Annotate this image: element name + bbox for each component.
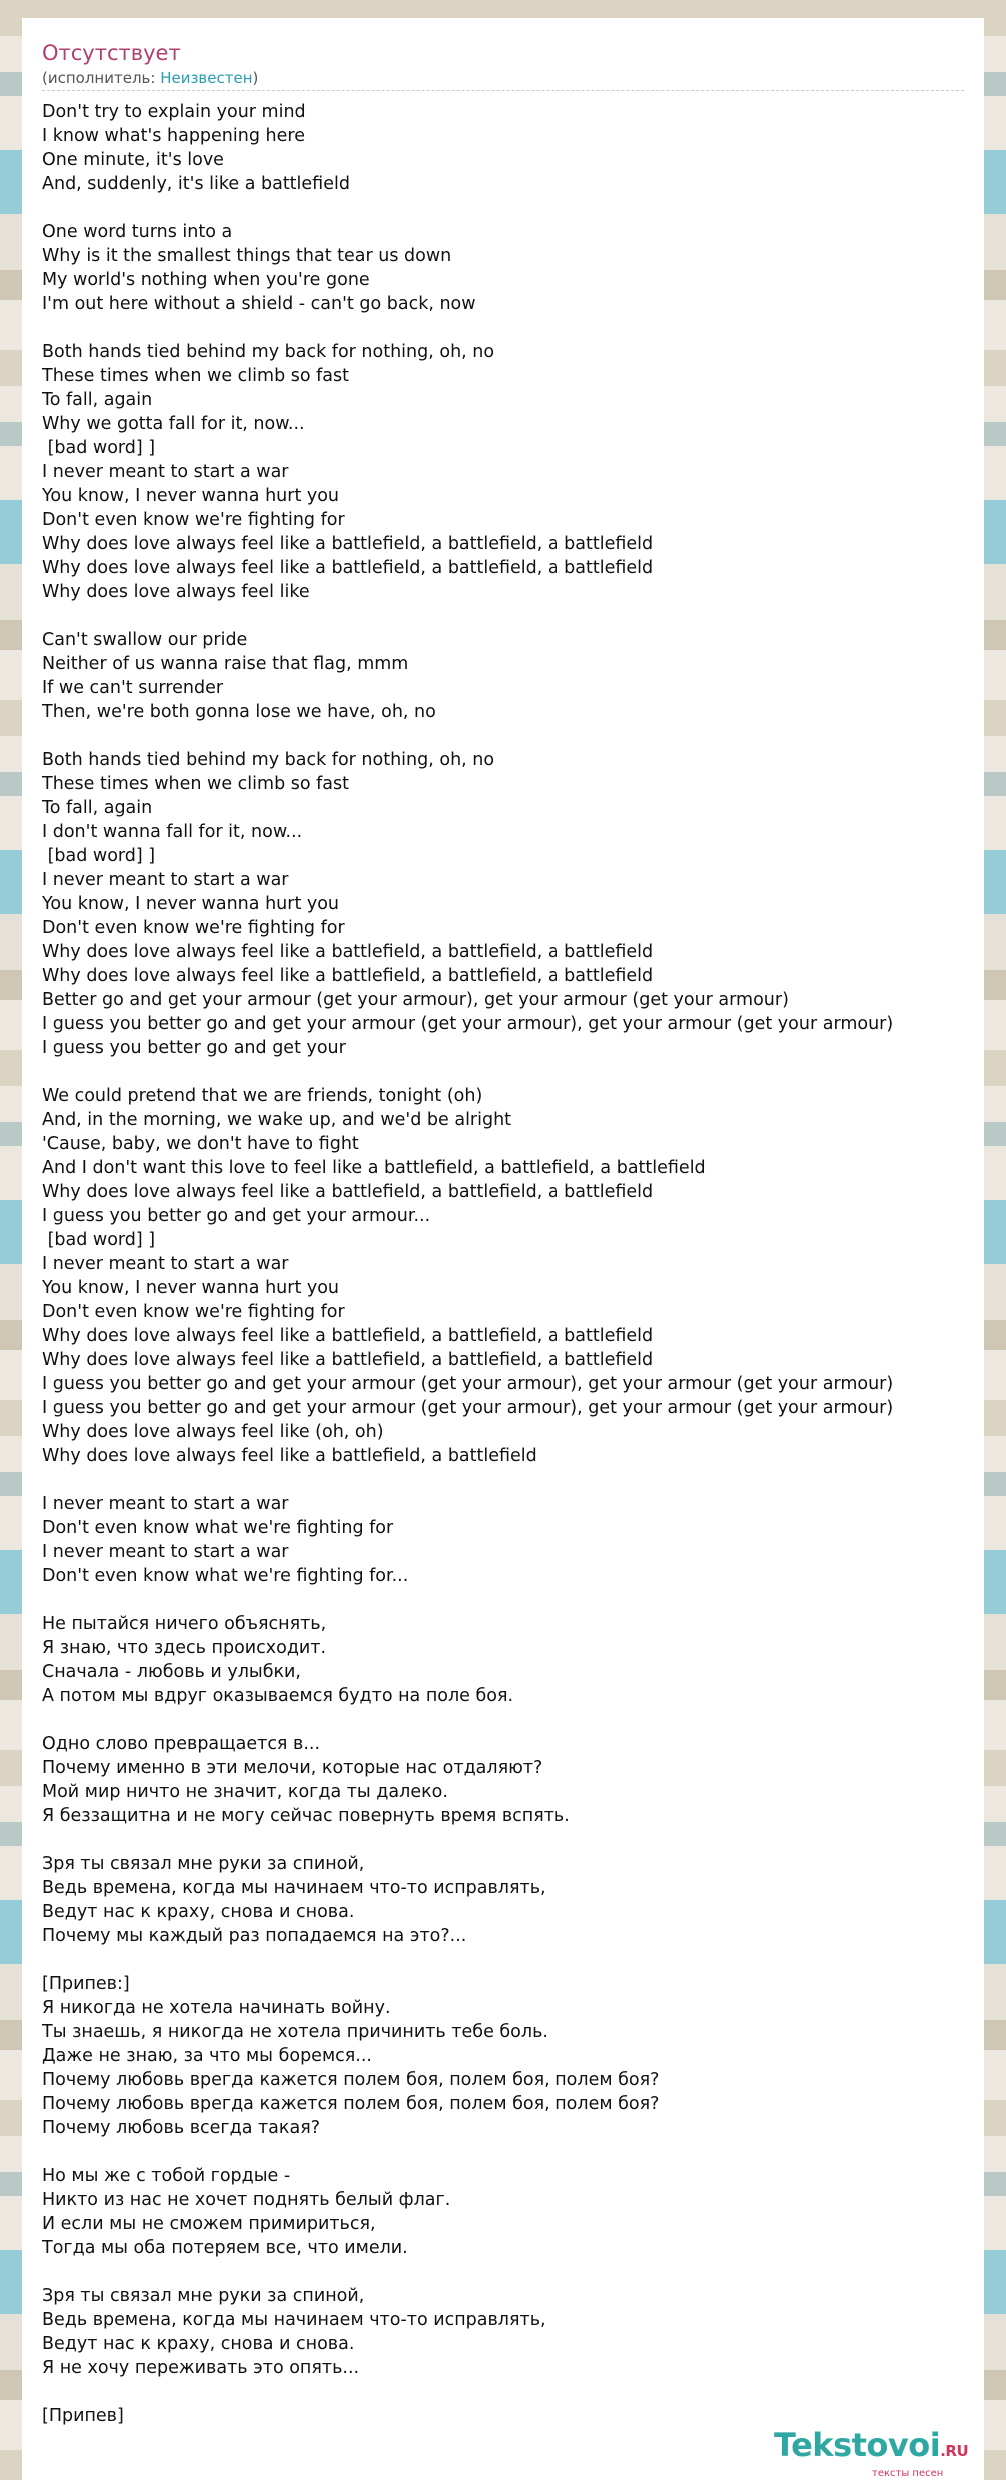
lyric-line: Ведь времена, когда мы начинаем что-то исправлять, xyxy=(42,1878,546,1898)
lyric-line: I guess you better go and get your armour (get your armour), get your armour (get your armour) xyxy=(42,1374,894,1394)
lyric-line: We could pretend that we are friends, tonight (oh) xyxy=(42,1086,483,1106)
lyric-line: I never meant to start a war xyxy=(42,462,289,482)
lyric-line: Зря ты связал мне руки за спиной, xyxy=(42,1854,365,1874)
lyric-line: I guess you better go and get your armour (get your armour), get your armour (get your armour) xyxy=(42,1014,894,1034)
lyric-line: Ведь времена, когда мы начинаем что-то исправлять, xyxy=(42,2310,546,2330)
artist-link[interactable]: Неизвестен xyxy=(160,69,253,87)
lyric-line: Тогда мы оба потеряем все, что имели. xyxy=(42,2238,408,2258)
lyric-line: Почему любовь врегда кажется полем боя, полем боя, полем боя? xyxy=(42,2094,660,2114)
lyric-line: Но мы же с тобой гордые - xyxy=(42,2166,291,2186)
lyric-line xyxy=(42,2380,984,2404)
artist-suffix: ) xyxy=(252,69,259,87)
lyric-line: Can't swallow our pride xyxy=(42,630,248,650)
lyric-line: I guess you better go and get your armour (get your armour), get your armour (get your armour) xyxy=(42,1398,894,1418)
lyric-line: Better go and get your armour (get your armour), get your armour (get your armour) xyxy=(42,990,789,1010)
lyric-line: Why does love always feel like (oh, oh) xyxy=(42,1422,384,1442)
lyric-line: А потом мы вдруг оказываемся будто на поле боя. xyxy=(42,1686,514,1706)
lyric-line: Both hands tied behind my back for nothing, oh, no xyxy=(42,750,495,770)
lyric-line: Why does love always feel like a battlefield, a battlefield, a battlefield xyxy=(42,966,654,986)
lyric-line: Не пытайся ничего объяснять, xyxy=(42,1614,327,1634)
lyric-line: One word turns into a xyxy=(42,222,233,242)
lyric-line: Why we gotta fall for it, now... xyxy=(42,414,305,434)
lyric-line: One minute, it's love xyxy=(42,150,224,170)
lyric-line: Why does love always feel like a battlefield, a battlefield, a battlefield xyxy=(42,1350,654,1370)
lyric-line: Сначала - любовь и улыбки, xyxy=(42,1662,301,1682)
lyric-line xyxy=(42,2260,984,2284)
lyric-line: Ты знаешь, я никогда не хотела причинить тебе боль. xyxy=(42,2022,548,2042)
logo-wordmark xyxy=(774,2428,974,2468)
lyric-line: Why does love always feel like a battlefield, a battlefield, a battlefield xyxy=(42,558,654,578)
lyric-line xyxy=(42,316,984,340)
lyric-line: You know, I never wanna hurt you xyxy=(42,1278,340,1298)
lyric-line: And, in the morning, we wake up, and we'd be alright xyxy=(42,1110,512,1130)
lyrics-card xyxy=(22,18,984,2480)
lyric-line: Why is it the smallest things that tear us down xyxy=(42,246,452,266)
lyric-line: Why does love always feel like a battlefield, a battlefield, a battlefield xyxy=(42,1326,654,1346)
lyric-line: Don't even know what we're fighting for xyxy=(42,1518,394,1538)
lyric-line: And, suddenly, it's like a battlefield xyxy=(42,174,350,194)
lyric-line: Почему любовь врегда кажется полем боя, полем боя, полем боя? xyxy=(42,2070,660,2090)
lyric-line: Мой мир ничто не значит, когда ты далеко. xyxy=(42,1782,448,1802)
lyric-line xyxy=(42,724,984,748)
lyric-line: Why does love always feel like a battlefield, a battlefield, a battlefield xyxy=(42,1182,654,1202)
lyric-line: To fall, again xyxy=(42,390,153,410)
lyric-line: I never meant to start a war xyxy=(42,1254,289,1274)
lyric-line: And I don't want this love to feel like a battlefield, a battlefield, a battlefield xyxy=(42,1158,706,1178)
artist-line xyxy=(42,68,258,88)
lyric-line xyxy=(42,1708,984,1732)
lyric-line: I never meant to start a war xyxy=(42,1494,289,1514)
lyric-line: I never meant to start a war xyxy=(42,1542,289,1562)
logo-tagline: тексты песен xyxy=(872,2468,944,2479)
lyric-line: Both hands tied behind my back for nothing, oh, no xyxy=(42,342,495,362)
lyric-line: I'm out here without a shield - can't go back, now xyxy=(42,294,476,314)
lyric-line: I guess you better go and get your xyxy=(42,1038,346,1058)
lyric-line: You know, I never wanna hurt you xyxy=(42,486,340,506)
lyric-line: My world's nothing when you're gone xyxy=(42,270,370,290)
lyric-line: Ведут нас к краху, снова и снова. xyxy=(42,1902,355,1922)
logo-name: Tekstovoi xyxy=(774,2426,941,2464)
lyric-line: These times when we climb so fast xyxy=(42,366,349,386)
lyric-line: И если мы не сможем примириться, xyxy=(42,2214,376,2234)
artist-prefix: (исполнитель: xyxy=(42,69,161,87)
lyric-line: Why does love always feel like a battlefield, a battlefield xyxy=(42,1446,537,1466)
lyric-line: Why does love always feel like xyxy=(42,582,310,602)
lyrics-text xyxy=(42,100,984,2428)
lyric-line: Don't even know we're fighting for xyxy=(42,918,345,938)
song-title: Отсутствует xyxy=(42,41,181,65)
lyric-line xyxy=(42,1588,984,1612)
lyric-line: [bad word] ] xyxy=(42,846,156,866)
lyric-line: These times when we climb so fast xyxy=(42,774,349,794)
lyric-line: Don't even know we're fighting for xyxy=(42,510,345,530)
lyric-line: Я не хочу переживать это опять... xyxy=(42,2358,360,2378)
lyric-line: Don't try to explain your mind xyxy=(42,102,306,122)
lyric-line xyxy=(42,1060,984,1084)
lyric-line: Я никогда не хотела начинать войну. xyxy=(42,1998,391,2018)
lyric-line: I don't wanna fall for it, now... xyxy=(42,822,303,842)
lyric-line: Даже не знаю, за что мы боремся... xyxy=(42,2046,372,2066)
lyric-line: Neither of us wanna raise that flag, mmm xyxy=(42,654,409,674)
lyric-line xyxy=(42,1828,984,1852)
lyric-line: Зря ты связал мне руки за спиной, xyxy=(42,2286,365,2306)
site-logo[interactable] xyxy=(774,2428,974,2480)
lyric-line: I never meant to start a war xyxy=(42,870,289,890)
lyric-line: If we can't surrender xyxy=(42,678,224,698)
logo-tld: .RU xyxy=(940,2442,969,2460)
lyric-line: 'Cause, baby, we don't have to fight xyxy=(42,1134,359,1154)
lyric-line: [Припев] xyxy=(42,2406,124,2426)
lyric-line xyxy=(42,2140,984,2164)
lyric-line: Я знаю, что здесь происходит. xyxy=(42,1638,327,1658)
lyric-line: Don't even know we're fighting for xyxy=(42,1302,345,1322)
lyric-line: Don't even know what we're fighting for... xyxy=(42,1566,409,1586)
lyric-line xyxy=(42,1468,984,1492)
lyric-line xyxy=(42,604,984,628)
lyric-line: [bad word] ] xyxy=(42,1230,156,1250)
lyric-line: Why does love always feel like a battlefield, a battlefield, a battlefield xyxy=(42,942,654,962)
lyric-line: [bad word] ] xyxy=(42,438,156,458)
lyric-line: You know, I never wanna hurt you xyxy=(42,894,340,914)
lyric-line: Почему именно в эти мелочи, которые нас отдаляют? xyxy=(42,1758,543,1778)
lyric-line: Почему любовь всегда такая? xyxy=(42,2118,321,2138)
lyric-line xyxy=(42,1948,984,1972)
lyric-line: I guess you better go and get your armour... xyxy=(42,1206,431,1226)
lyric-line: Одно слово превращается в... xyxy=(42,1734,321,1754)
lyric-line xyxy=(42,196,984,220)
lyric-line: I know what's happening here xyxy=(42,126,305,146)
title-divider xyxy=(42,90,964,91)
lyric-line: Then, we're both gonna lose we have, oh, no xyxy=(42,702,436,722)
lyric-line: Ведут нас к краху, снова и снова. xyxy=(42,2334,355,2354)
lyric-line: Почему мы каждый раз попадаемся на это?... xyxy=(42,1926,467,1946)
lyric-line: Я беззащитна и не могу сейчас повернуть время вспять. xyxy=(42,1806,570,1826)
lyric-line: Никто из нас не хочет поднять белый флаг. xyxy=(42,2190,451,2210)
lyric-line: To fall, again xyxy=(42,798,153,818)
lyric-line: [Припев:] xyxy=(42,1974,130,1994)
lyric-line: Why does love always feel like a battlefield, a battlefield, a battlefield xyxy=(42,534,654,554)
